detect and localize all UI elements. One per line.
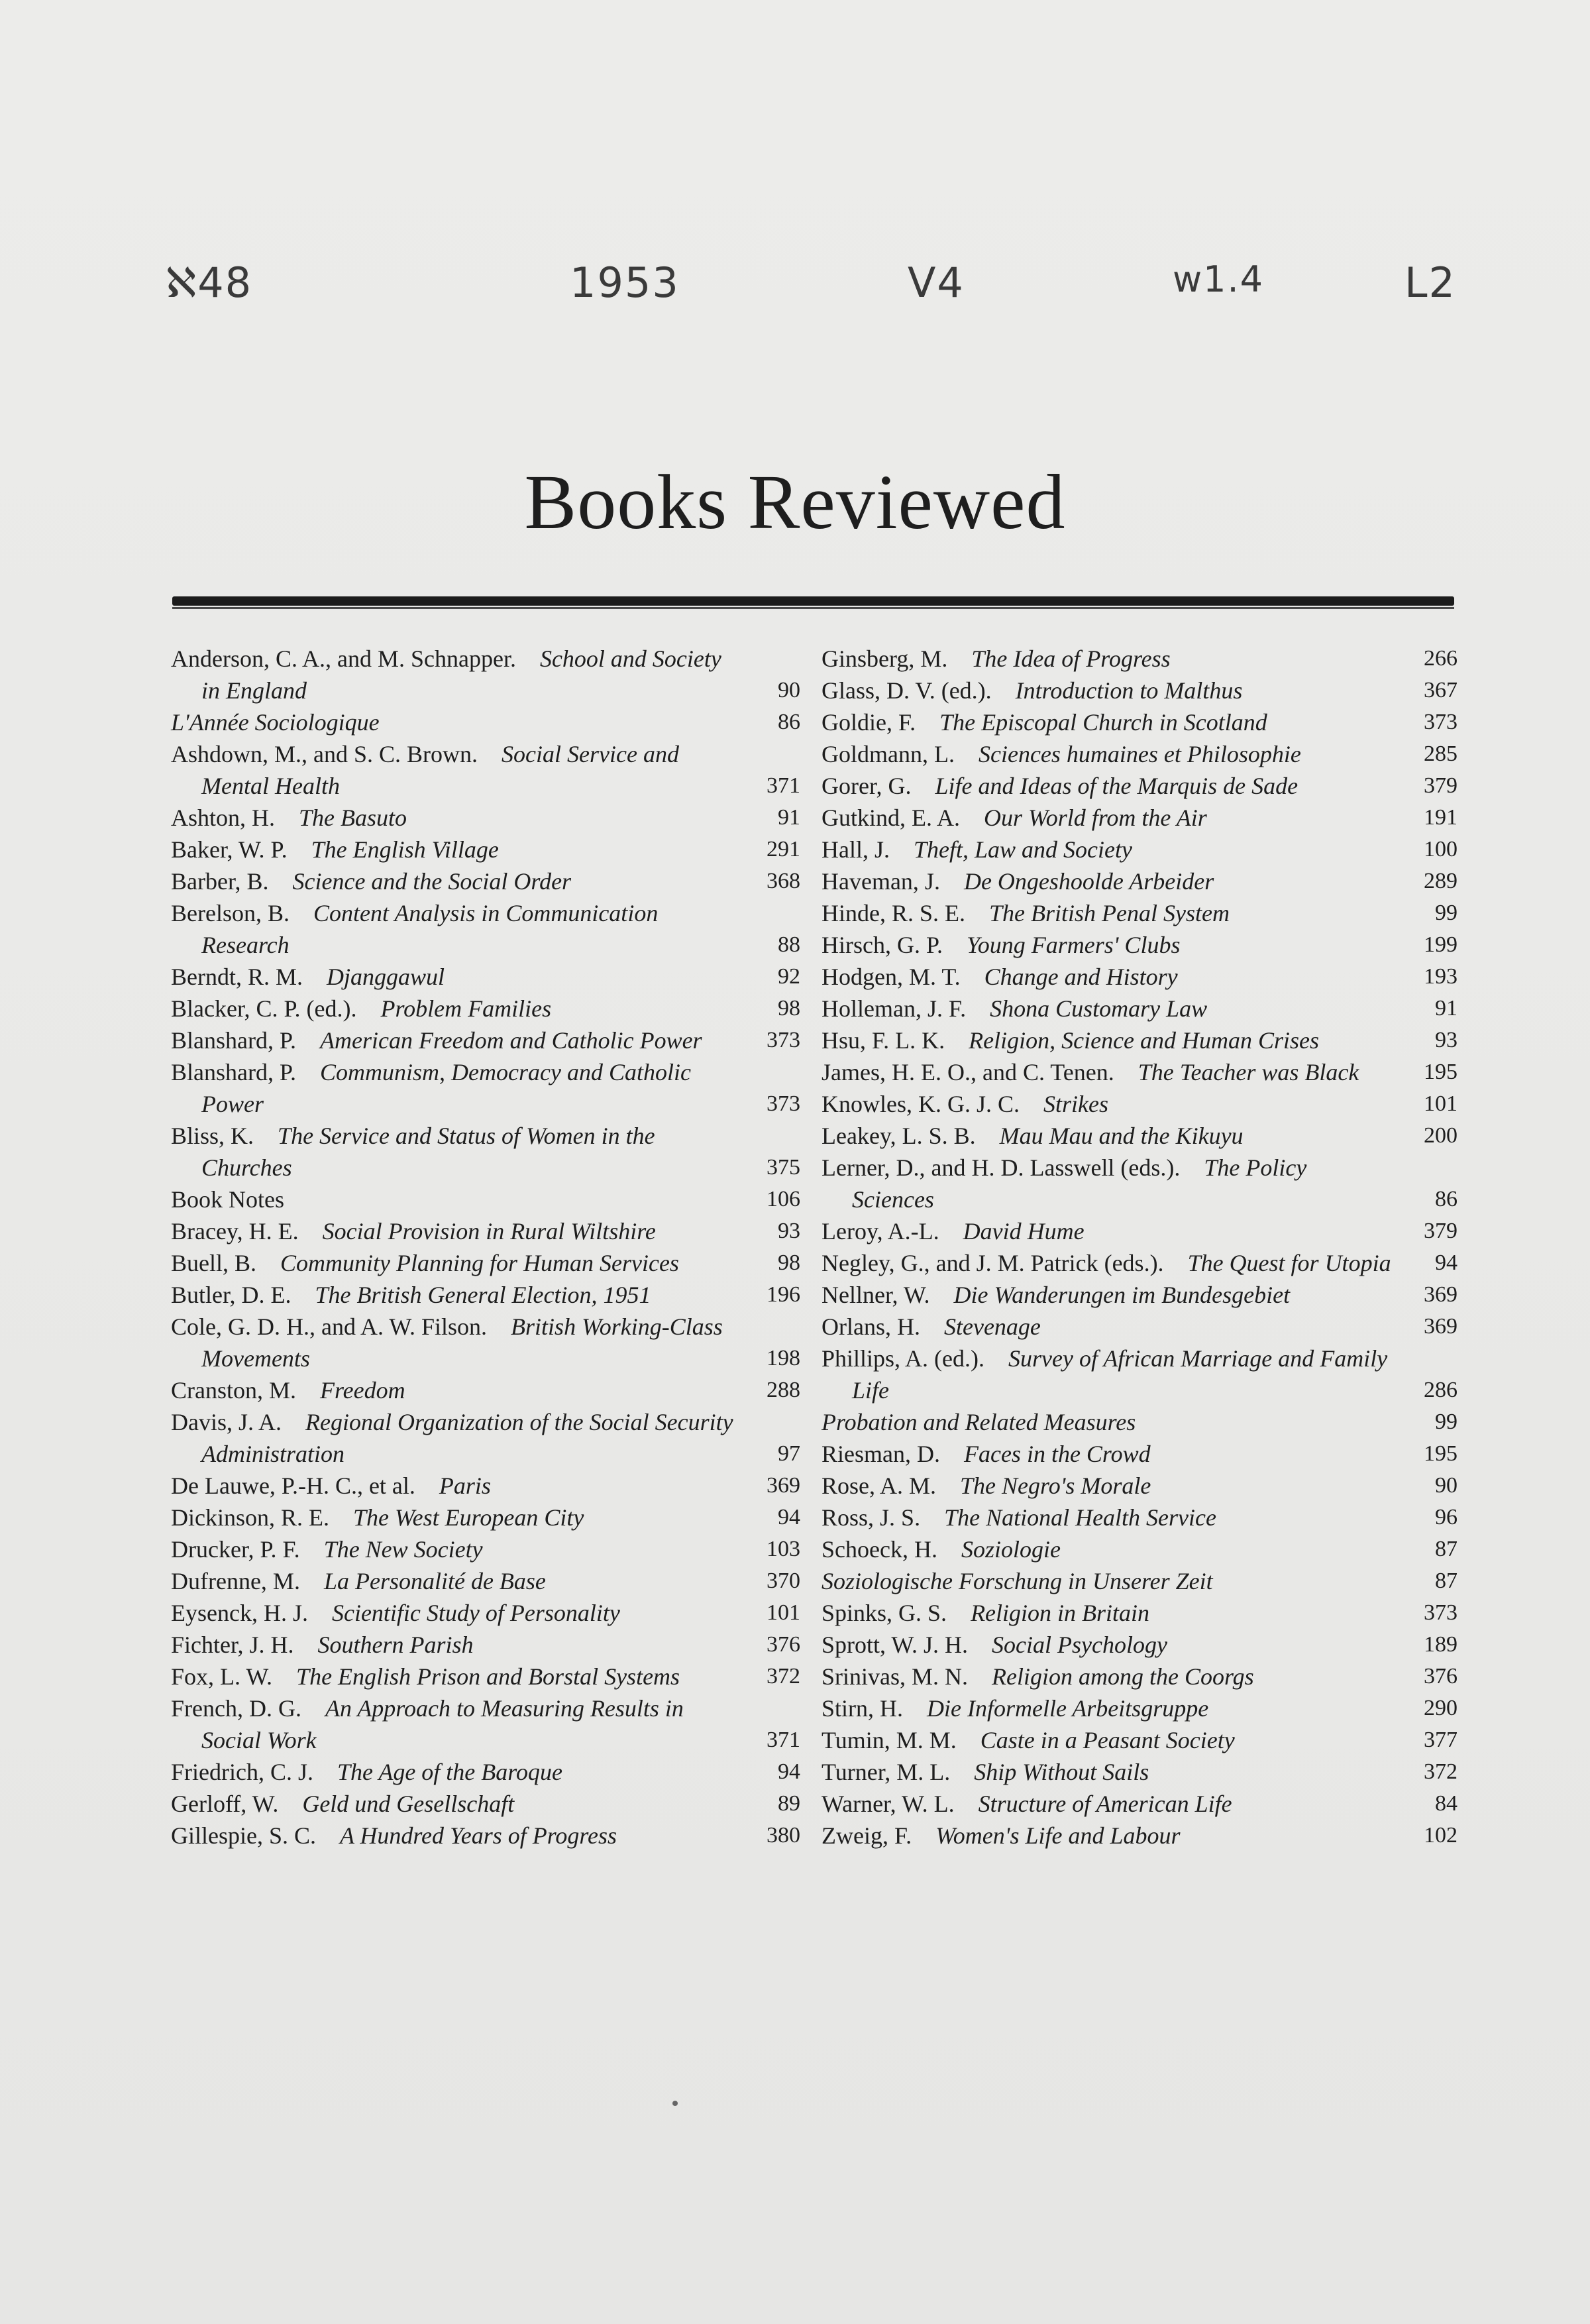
book-author: Leakey, L. S. B. <box>822 1123 976 1149</box>
book-title: Sciences humaines et Philosophie <box>978 741 1301 767</box>
book-title: Faces in the Crowd <box>963 1441 1151 1467</box>
page-number: 86 <box>1435 1187 1458 1211</box>
book-title: The English Prison and Borstal Systems <box>296 1663 680 1690</box>
book-title: Ship Without Sails <box>974 1759 1149 1785</box>
page-number: 94 <box>1435 1250 1458 1275</box>
book-author: Goldmann, L. <box>822 741 955 767</box>
book-author: French, D. G. <box>171 1695 301 1722</box>
page-number: 196 <box>767 1282 800 1307</box>
book-title: The Quest for Utopia <box>1187 1250 1391 1276</box>
book-entry <box>171 1406 800 1470</box>
page-number: 200 <box>1424 1123 1458 1148</box>
page-number: 369 <box>1424 1282 1458 1307</box>
book-title: David Hume <box>963 1218 1085 1245</box>
book-title: Southern Parish <box>317 1632 474 1658</box>
page-number: 379 <box>1424 1219 1458 1243</box>
page-number: 290 <box>1424 1696 1458 1720</box>
page-number: 87 <box>1435 1537 1458 1561</box>
book-author: Tumin, M. M. <box>822 1727 957 1753</box>
book-author: Sprott, W. J. H. <box>822 1632 969 1658</box>
book-title: The British General Election, 1951 <box>315 1282 651 1308</box>
book-entry <box>171 1788 800 1820</box>
book-entry <box>822 961 1458 993</box>
book-entry <box>171 865 800 897</box>
book-entry <box>822 1247 1458 1279</box>
book-author: Blacker, C. P. (ed.). <box>171 995 357 1022</box>
book-title: The West European City <box>353 1504 584 1531</box>
book-author: Gillespie, S. C. <box>171 1822 317 1849</box>
book-author: Nellner, W. <box>822 1282 930 1308</box>
title-rule <box>172 596 1454 606</box>
page-number: 286 <box>1424 1378 1458 1402</box>
book-entry <box>822 1597 1458 1629</box>
page-number: 90 <box>778 678 800 702</box>
book-entry <box>171 1374 800 1406</box>
page-number: 88 <box>778 932 800 957</box>
book-title: Djanggawul <box>327 964 445 990</box>
book-entry <box>822 1470 1458 1502</box>
book-title: Structure of American Life <box>978 1791 1232 1817</box>
page-number: 94 <box>778 1505 800 1529</box>
book-author: Friedrich, C. J. <box>171 1759 313 1785</box>
book-title: Strikes <box>1043 1091 1108 1117</box>
book-author: Riesman, D. <box>822 1441 940 1467</box>
book-entry <box>822 1692 1458 1724</box>
page-number: 84 <box>1435 1791 1458 1816</box>
page-number: 91 <box>1435 996 1458 1021</box>
book-entry <box>822 1215 1458 1247</box>
book-entry <box>171 1502 800 1533</box>
book-entry <box>171 1247 800 1279</box>
page-number: 266 <box>1424 646 1458 671</box>
book-title: Caste in a Peasant Society <box>980 1727 1235 1753</box>
page-number: 198 <box>767 1346 800 1370</box>
page-number: 101 <box>1424 1091 1458 1116</box>
page-number: 377 <box>1424 1728 1458 1752</box>
book-entry <box>822 1661 1458 1692</box>
book-author: Glass, D. V. (ed.). <box>822 677 992 704</box>
book-title: De Ongeshoolde Arbeider <box>963 868 1214 895</box>
book-entry <box>171 1820 800 1852</box>
page-number: 371 <box>767 1728 800 1752</box>
book-entry <box>822 1120 1458 1152</box>
book-title: Scientific Study of Personality <box>331 1600 620 1626</box>
page-number: 376 <box>1424 1664 1458 1688</box>
book-author: Zweig, F. <box>822 1822 912 1849</box>
page-number: 92 <box>778 964 800 989</box>
book-title: The National Health Service <box>944 1504 1216 1531</box>
page-number: 94 <box>778 1759 800 1784</box>
book-title: The Teacher was Black <box>1138 1059 1359 1085</box>
book-title: The Age of the Baroque <box>337 1759 562 1785</box>
book-title: The Negro's Morale <box>960 1472 1151 1499</box>
handwritten-annotations <box>0 258 1590 338</box>
book-title: The Service and Status of Women in the Churches <box>201 1123 655 1181</box>
page-number: 372 <box>1424 1759 1458 1784</box>
book-entry <box>822 802 1458 834</box>
book-entry <box>822 897 1458 929</box>
book-author: Negley, G., and J. M. Patrick (eds.). <box>822 1250 1164 1276</box>
book-entry <box>171 993 800 1024</box>
book-author: Hsu, F. L. K. <box>822 1027 945 1054</box>
book-title: Social Psychology <box>992 1632 1167 1658</box>
book-title: Introduction to Malthus <box>1015 677 1243 704</box>
book-title: School and Society in England <box>201 645 721 704</box>
page-number: 100 <box>1424 837 1458 861</box>
book-title: Science and the Social Order <box>292 868 572 895</box>
page-number: 199 <box>1424 932 1458 957</box>
book-entry <box>171 961 800 993</box>
book-author: Bliss, K. <box>171 1123 254 1149</box>
book-author: Bracey, H. E. <box>171 1218 299 1245</box>
book-entry <box>171 1661 800 1692</box>
book-entry <box>822 706 1458 738</box>
page-number: 91 <box>778 805 800 830</box>
page-number: 371 <box>767 773 800 798</box>
page-number: 86 <box>778 710 800 734</box>
book-entry <box>822 1024 1458 1056</box>
book-author: Anderson, C. A., and M. Schnapper. <box>171 645 516 672</box>
book-author: Blanshard, P. <box>171 1027 296 1054</box>
book-author: Eysenck, H. J. <box>171 1600 308 1626</box>
page-number: 101 <box>767 1600 800 1625</box>
book-title: Survey of African Marriage and Family Life <box>852 1345 1388 1404</box>
book-entry <box>171 1279 800 1311</box>
book-author: Stirn, H. <box>822 1695 904 1722</box>
book-author: James, H. E. O., and C. Tenen. <box>822 1059 1114 1085</box>
book-entry <box>171 1215 800 1247</box>
page-number: 367 <box>1424 678 1458 702</box>
page-number: 99 <box>1435 901 1458 925</box>
right-column <box>822 643 1458 1852</box>
book-author: Fox, L. W. <box>171 1663 273 1690</box>
page-number: 89 <box>778 1791 800 1816</box>
book-author: Srinivas, M. N. <box>822 1663 969 1690</box>
page-number: 369 <box>767 1473 800 1498</box>
page-number: 193 <box>1424 964 1458 989</box>
book-author: Butler, D. E. <box>171 1282 292 1308</box>
page-number: 288 <box>767 1378 800 1402</box>
book-title: An Approach to Measuring Results in Social Work <box>201 1695 684 1753</box>
book-entry <box>822 865 1458 897</box>
book-title: Problem Families <box>380 995 552 1022</box>
book-title: Young Farmers' Clubs <box>967 932 1181 958</box>
book-author: Buell, B. <box>171 1250 257 1276</box>
book-entry <box>822 1406 1458 1438</box>
book-entry <box>171 1184 800 1215</box>
book-author: Rose, A. M. <box>822 1472 937 1499</box>
left-column <box>171 643 800 1852</box>
book-author: Ginsberg, M. <box>822 645 948 672</box>
book-author: Fichter, J. H. <box>171 1632 294 1658</box>
book-title: Community Planning for Human Services <box>280 1250 679 1276</box>
book-title: Soziologie <box>961 1536 1061 1563</box>
book-entry <box>171 1533 800 1565</box>
book-title: Freedom <box>320 1377 405 1404</box>
page-number: 191 <box>1424 805 1458 830</box>
book-author: Ross, J. S. <box>822 1504 921 1531</box>
book-author: Baker, W. P. <box>171 836 288 863</box>
page-number: 380 <box>767 1823 800 1848</box>
book-title: The Idea of Progress <box>971 645 1171 672</box>
book-title: Religion in Britain <box>971 1600 1150 1626</box>
page-title: Books Reviewed <box>524 459 1066 545</box>
book-author: Hodgen, M. T. <box>822 964 961 990</box>
page-number: 98 <box>778 1250 800 1275</box>
page-number: 376 <box>767 1632 800 1657</box>
book-title: Geld und Gesellschaft <box>302 1791 515 1817</box>
book-entry <box>822 1438 1458 1470</box>
book-author: Hinde, R. S. E. <box>822 900 966 926</box>
book-author: Holleman, J. F. <box>822 995 967 1022</box>
page-number: 93 <box>1435 1028 1458 1052</box>
book-title: Religion, Science and Human Crises <box>969 1027 1320 1054</box>
book-entry <box>822 993 1458 1024</box>
book-title: Women's Life and Labour <box>935 1822 1181 1849</box>
book-title: The Policy Sciences <box>852 1154 1307 1213</box>
book-title: Social Service and Mental Health <box>201 741 679 799</box>
book-title: Regional Organization of the Social Security Administration <box>201 1409 733 1467</box>
book-title: Die Wanderungen im Bundesgebiet <box>953 1282 1291 1308</box>
book-title: Stevenage <box>943 1313 1041 1340</box>
book-entry <box>822 1820 1458 1852</box>
book-title: The Basuto <box>299 804 407 831</box>
book-author: De Lauwe, P.-H. C., et al. <box>171 1472 415 1499</box>
page-number: 90 <box>1435 1473 1458 1498</box>
book-entry <box>171 1629 800 1661</box>
book-author: Ashdown, M., and S. C. Brown. <box>171 741 478 767</box>
book-author: Hall, J. <box>822 836 890 863</box>
page-number: 369 <box>1424 1314 1458 1339</box>
book-author: Schoeck, H. <box>822 1536 937 1563</box>
page-number: 189 <box>1424 1632 1458 1657</box>
page-number: 291 <box>767 837 800 861</box>
book-entry <box>822 1311 1458 1343</box>
title-rule-thin <box>172 607 1454 609</box>
book-title: Content Analysis in Communication Research <box>201 900 659 958</box>
page-number: 370 <box>767 1569 800 1593</box>
handwritten-mark: w1.4 <box>1173 258 1265 300</box>
page-number: 375 <box>767 1155 800 1180</box>
book-author: Berelson, B. <box>171 900 290 926</box>
book-title: Life and Ideas of the Marquis de Sade <box>935 773 1298 799</box>
book-author: Davis, J. A. <box>171 1409 282 1435</box>
book-entry <box>171 834 800 865</box>
page-number: 372 <box>767 1664 800 1688</box>
book-title: Religion among the Coorgs <box>992 1663 1254 1690</box>
book-title: Probation and Related Measures <box>822 1409 1136 1435</box>
book-entry <box>822 1629 1458 1661</box>
book-entry <box>171 1311 800 1374</box>
book-author: Drucker, P. F. <box>171 1536 300 1563</box>
page-number: 195 <box>1424 1441 1458 1466</box>
book-entry <box>171 1692 800 1756</box>
book-author: Goldie, F. <box>822 709 916 736</box>
book-title: Die Informelle Arbeitsgruppe <box>927 1695 1209 1722</box>
book-title: Mau Mau and the Kikuyu <box>999 1123 1244 1149</box>
book-entry <box>171 1597 800 1629</box>
handwritten-mark: V4 <box>908 258 965 307</box>
book-title: Shona Customary Law <box>990 995 1208 1022</box>
book-author: Gorer, G. <box>822 773 912 799</box>
book-title: British Working-Class Movements <box>201 1313 723 1372</box>
book-title: Paris <box>439 1472 491 1499</box>
page-number: 103 <box>767 1537 800 1561</box>
book-author: Cole, G. D. H., and A. W. Filson. <box>171 1313 488 1340</box>
book-author: Berndt, R. M. <box>171 964 303 990</box>
book-author: Phillips, A. (ed.). <box>822 1345 985 1372</box>
handwritten-mark: ℵ48 <box>166 258 253 307</box>
book-entry <box>822 1788 1458 1820</box>
page-number: 368 <box>767 869 800 893</box>
page-number: 99 <box>1435 1410 1458 1434</box>
page-number: 98 <box>778 996 800 1021</box>
book-entry <box>822 643 1458 675</box>
book-title: Social Provision in Rural Wiltshire <box>322 1218 656 1245</box>
book-title: La Personalité de Base <box>323 1568 546 1594</box>
page-dot <box>672 2101 678 2106</box>
book-entry <box>171 1120 800 1184</box>
page-number: 96 <box>1435 1505 1458 1529</box>
book-entry <box>822 1533 1458 1565</box>
handwritten-mark: L2 <box>1404 258 1456 307</box>
book-author: Barber, B. <box>171 868 269 895</box>
book-title: A Hundred Years of Progress <box>340 1822 617 1849</box>
book-entry <box>822 1279 1458 1311</box>
book-author: Knowles, K. G. J. C. <box>822 1091 1020 1117</box>
book-author: Haveman, J. <box>822 868 940 895</box>
book-title: L'Année Sociologique <box>171 709 380 736</box>
book-title: Communism, Democracy and Catholic Power <box>201 1059 691 1117</box>
book-entry <box>171 706 800 738</box>
book-title: The Episcopal Church in Scotland <box>939 709 1267 736</box>
book-entry <box>171 1024 800 1056</box>
book-author: Dickinson, R. E. <box>171 1504 329 1531</box>
book-entry <box>171 1470 800 1502</box>
page-number: 285 <box>1424 742 1458 766</box>
book-entry <box>171 897 800 961</box>
page-number: 373 <box>1424 710 1458 734</box>
book-author: Turner, M. L. <box>822 1759 951 1785</box>
book-title: The British Penal System <box>989 900 1230 926</box>
book-entry <box>822 1502 1458 1533</box>
page-number: 106 <box>767 1187 800 1211</box>
book-entry <box>171 1565 800 1597</box>
book-entry <box>171 1756 800 1788</box>
page-number: 195 <box>1424 1060 1458 1084</box>
page-number: 93 <box>778 1219 800 1243</box>
book-title: The New Society <box>323 1536 483 1563</box>
book-author: Cranston, M. <box>171 1377 296 1404</box>
book-title: Change and History <box>984 964 1178 990</box>
book-title: Our World from the Air <box>984 804 1207 831</box>
page-number: 373 <box>767 1091 800 1116</box>
book-author: Leroy, A.-L. <box>822 1218 939 1245</box>
book-entry <box>171 738 800 802</box>
page-number: 379 <box>1424 773 1458 798</box>
book-entry <box>822 1056 1458 1088</box>
book-entry <box>822 1756 1458 1788</box>
page-number: 373 <box>767 1028 800 1052</box>
book-entry <box>171 1056 800 1120</box>
page-number: 289 <box>1424 869 1458 893</box>
book-entry <box>822 1088 1458 1120</box>
handwritten-mark: 1953 <box>570 258 680 307</box>
page-number: 97 <box>778 1441 800 1466</box>
book-title: Soziologische Forschung in Unserer Zeit <box>822 1568 1213 1594</box>
book-entry <box>171 802 800 834</box>
book-author: Hirsch, G. P. <box>822 932 943 958</box>
page-number: 373 <box>1424 1600 1458 1625</box>
book-entry <box>822 738 1458 770</box>
book-title: Theft, Law and Society <box>914 836 1132 863</box>
page-number: 102 <box>1424 1823 1458 1848</box>
book-entry <box>822 675 1458 706</box>
book-author: Dufrenne, M. <box>171 1568 300 1594</box>
book-entry <box>822 1152 1458 1215</box>
book-entry <box>822 1565 1458 1597</box>
book-author: Warner, W. L. <box>822 1791 955 1817</box>
book-author: Orlans, H. <box>822 1313 920 1340</box>
book-entry <box>822 834 1458 865</box>
book-author: Lerner, D., and H. D. Lasswell (eds.). <box>822 1154 1181 1181</box>
book-entry <box>822 770 1458 802</box>
book-entry <box>171 643 800 706</box>
book-author: Spinks, G. S. <box>822 1600 947 1626</box>
book-entry <box>822 1343 1458 1406</box>
book-author: Book Notes <box>171 1186 284 1213</box>
page-number: 87 <box>1435 1569 1458 1593</box>
book-author: Ashton, H. <box>171 804 276 831</box>
book-title: American Freedom and Catholic Power <box>320 1027 702 1054</box>
book-author: Blanshard, P. <box>171 1059 296 1085</box>
book-entry <box>822 1724 1458 1756</box>
book-entry <box>822 929 1458 961</box>
book-author: Gerloff, W. <box>171 1791 279 1817</box>
book-author: Gutkind, E. A. <box>822 804 961 831</box>
book-title: The English Village <box>311 836 499 863</box>
